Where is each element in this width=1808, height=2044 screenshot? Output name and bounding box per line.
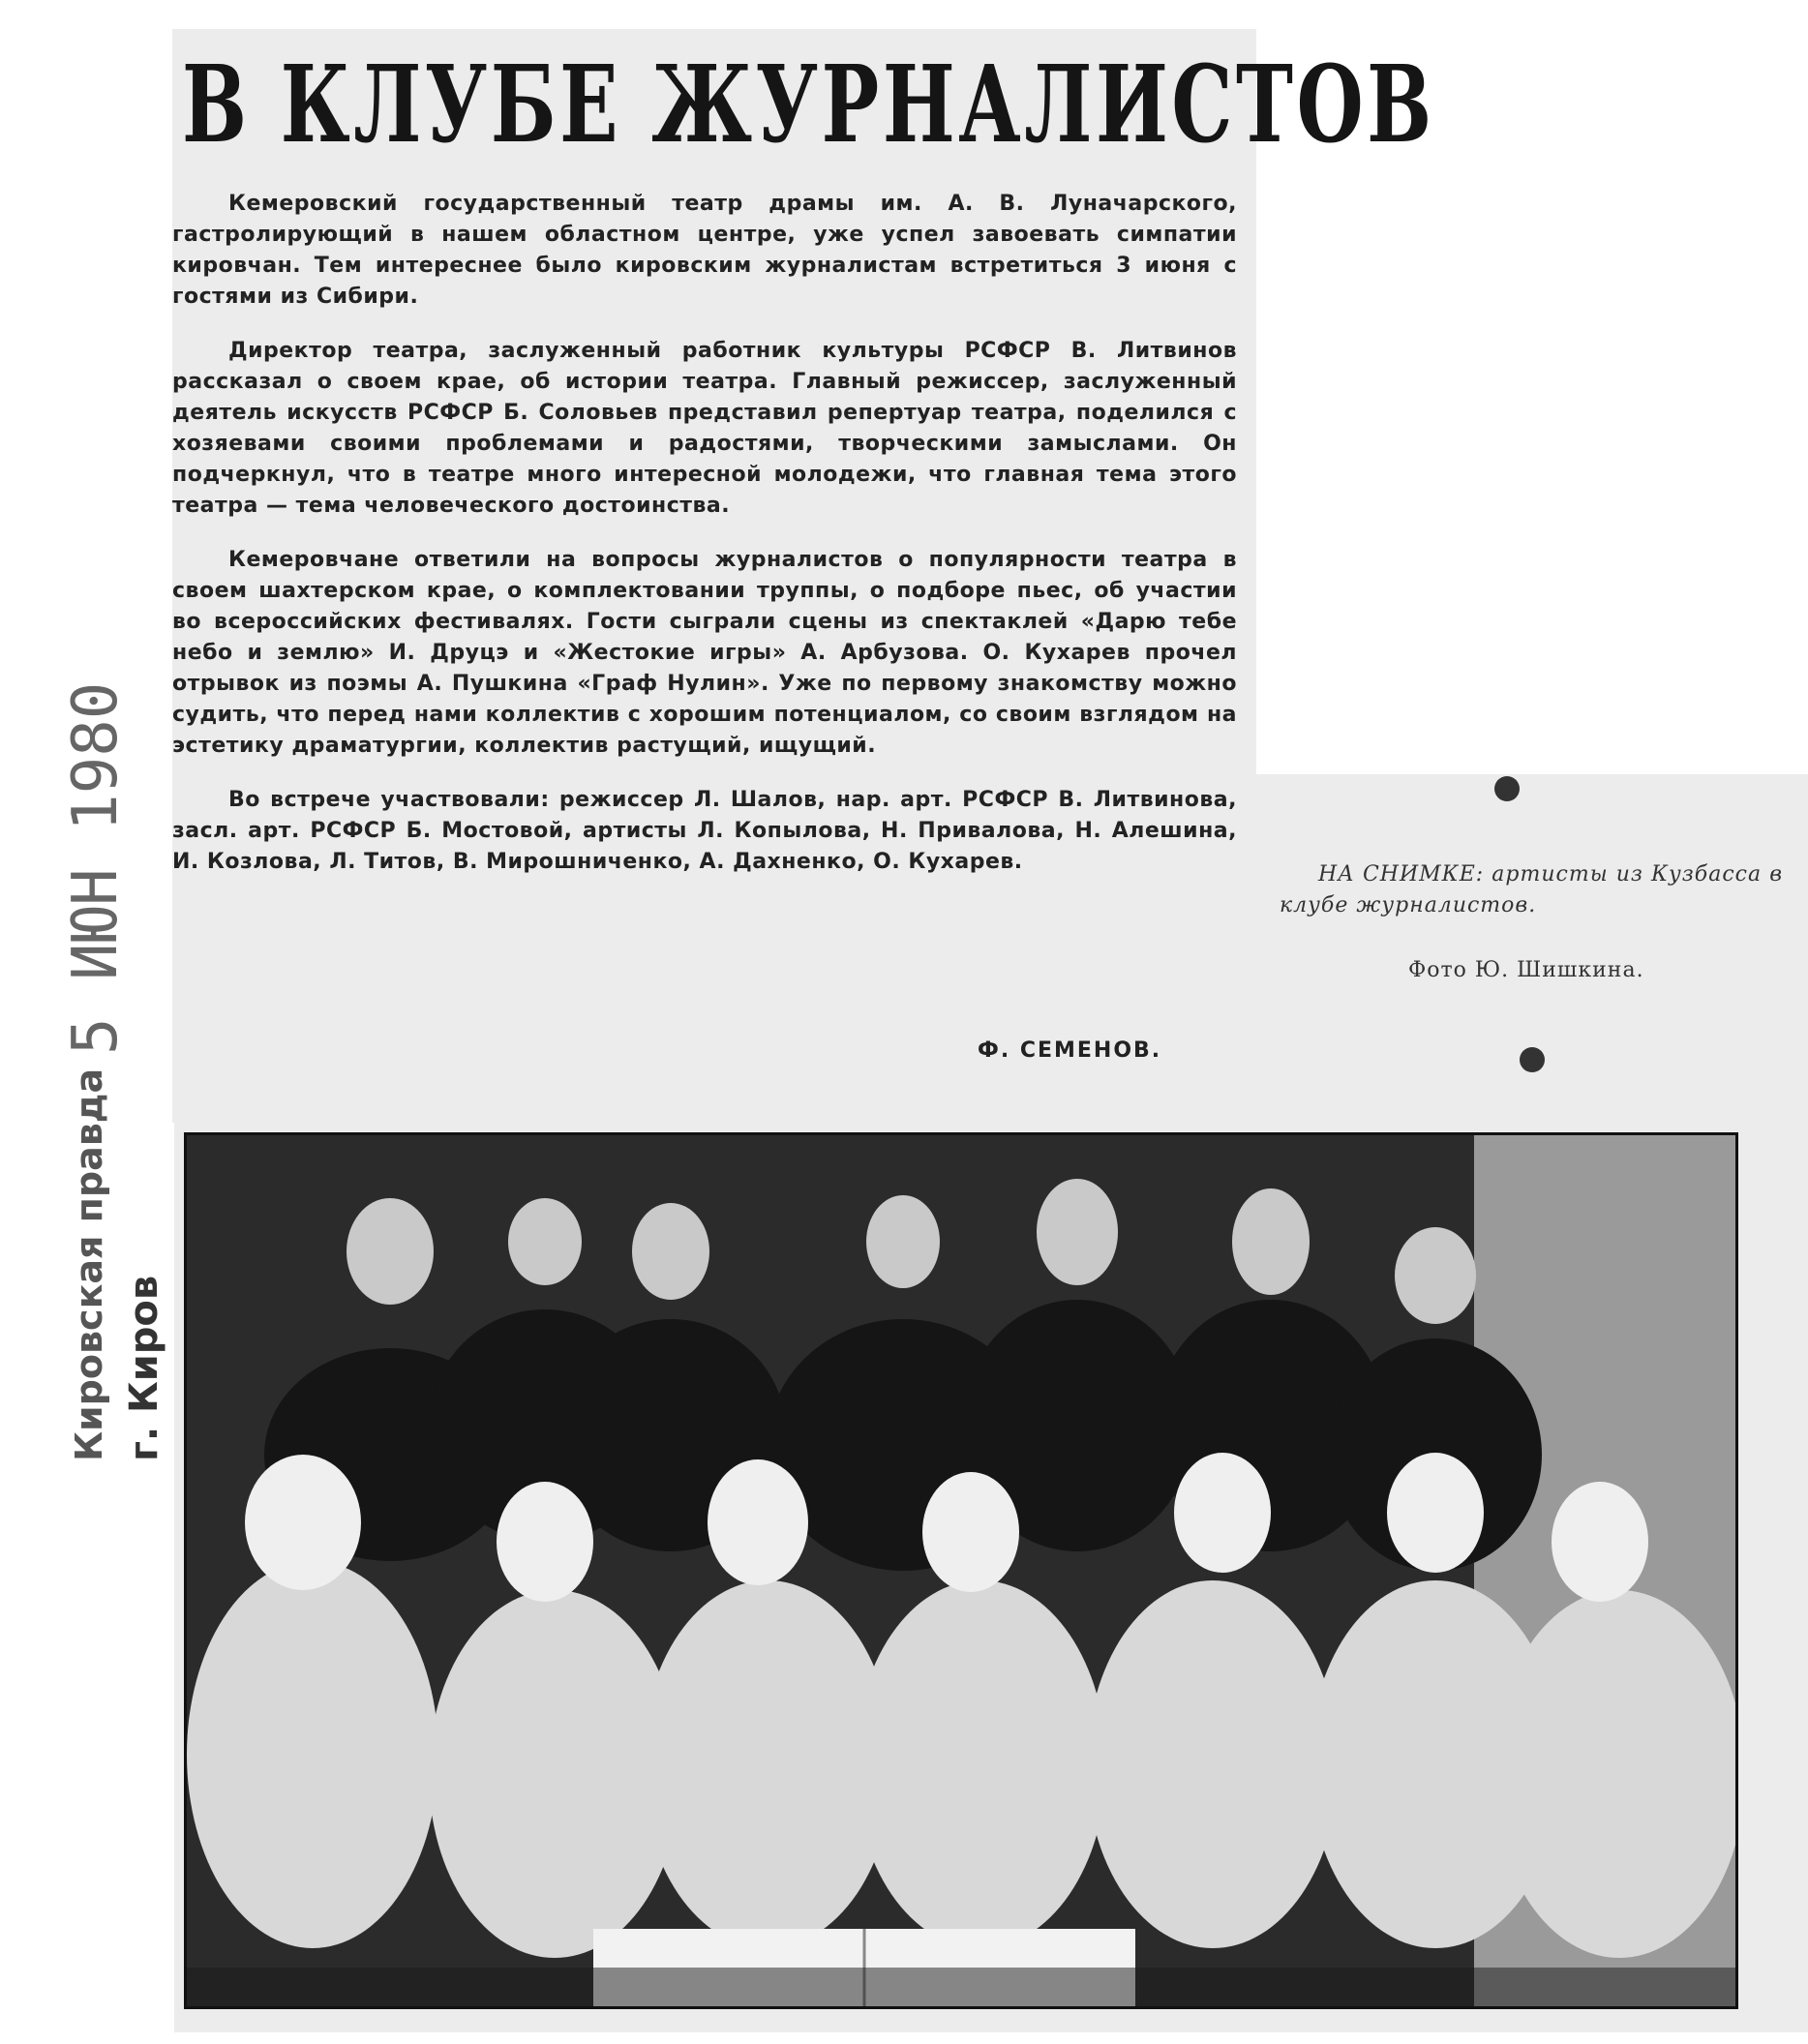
paragraph: Кемеровчане ответили на вопросы журналистов о популярности театра в своем шахтерском крае, о комплектовании труппы, о подборе пьес, об участии во всероссийских фестивалях. Гости сыграли сцены из спектаклей «Дарю тебе небо и землю» И. Друцэ и «Жестокие игры» А. Арбузова. О. Кухарев прочел отрывок из поэмы А. Пушкина «Граф Нулин». Уже по первому знакомству можно судить, что перед нами коллектив с хорошим потенциалом, со своим взглядом на эстетику драматургии, коллектив растущий, ищущий. [172,548,1237,758]
bullet-dot-icon [1494,776,1520,801]
stamp-newspaper: Кировская правда [68,1067,110,1461]
photo-credit: Фото Ю. Шишкина. [1408,958,1644,982]
headline: В КЛУБЕ ЖУРНАЛИСТОВ [182,42,1435,166]
photo-caption: НА СНИМКЕ: артисты из Кузбасса в клубе журналистов. [1280,862,1783,917]
author-signature: Ф. СЕМЕНОВ. [978,1038,1162,1063]
paragraph: Кемеровский государственный театр драмы им. А. В. Луначарского, гастролирующий в нашем областном центре, уже успел завоевать симпатии кировчан. Тем интереснее было кировским журналистам встретиться 3 июня с гостями из Сибири. [172,192,1237,309]
stamp-date: 5 ИЮН 1980 [60,681,132,1055]
stamp-city: г. Киров [122,1275,166,1461]
group-photo [184,1132,1738,2009]
bullet-dot-icon [1520,1047,1545,1072]
paragraph: Директор театра, заслуженный работник культуры РСФСР В. Литвинов рассказал о своем крае, об истории театра. Главный режиссер, заслуженный деятель искусств РСФСР Б. Соловьев представил репертуар театра, поделился с хозяевами своими проблемами и радостями, творческими замыслами. Он подчеркнул, что в театре много интересной молодежи, что главная тема этого театра — тема человеческого достоинства. [172,339,1237,518]
article-body [172,189,1237,901]
group-photo-image [187,1135,1735,2006]
paragraph: Во встрече участвовали: режиссер Л. Шалов, нар. арт. РСФСР В. Литвинова, засл. арт. РСФСР Б. Мостовой, артисты Л. Копылова, Н. Привалова, Н. Алешина, И. Козлова, Л. Титов, В. Мирошниченко, А. Дахненко, О. Кухарев. [172,788,1237,874]
